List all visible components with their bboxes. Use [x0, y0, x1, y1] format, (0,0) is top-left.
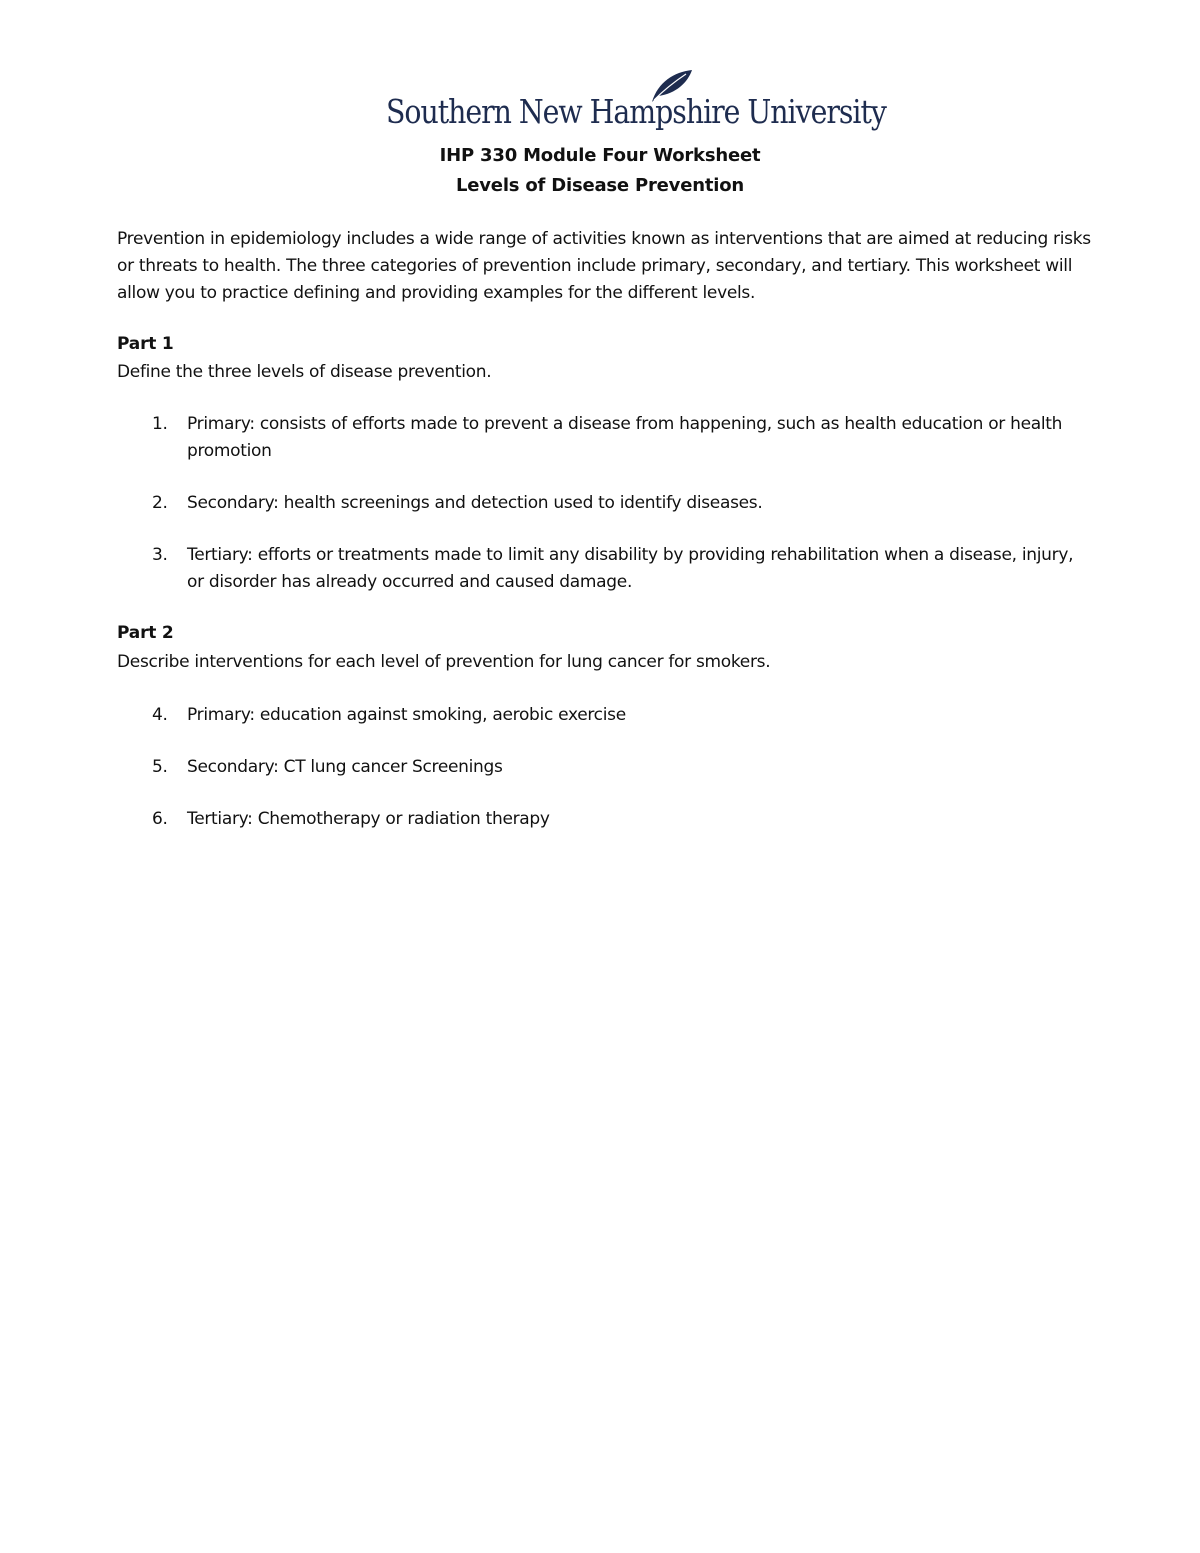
list-item-number: 6.	[152, 809, 168, 829]
list-item-number: 3.	[152, 545, 168, 565]
worksheet-subtitle: Levels of Disease Prevention	[456, 175, 744, 196]
list-item-text: Primary: education against smoking, aerobic exercise	[187, 705, 626, 725]
part2-heading: Part 2	[117, 623, 174, 643]
list-item-text: Secondary: CT lung cancer Screenings	[187, 757, 503, 777]
part1-description: Define the three levels of disease prevention.	[117, 362, 492, 382]
list-item-text: Tertiary: Chemotherapy or radiation therapy	[187, 809, 550, 829]
list-item-text: Tertiary: efforts or treatments made to limit any disability by providing rehabilitation when a disease, injury, or disorder has already occurred and caused damage.	[187, 545, 1074, 592]
list-item-number: 1.	[152, 414, 168, 434]
list-item-text: Primary: consists of efforts made to prevent a disease from happening, such as health education or health promotion	[187, 414, 1063, 461]
logo-wordmark: Southern New Hampshire University	[386, 92, 886, 131]
part2-description: Describe interventions for each level of prevention for lung cancer for smokers.	[117, 652, 771, 672]
intro-paragraph: Prevention in epidemiology includes a wide range of activities known as interventions that are aimed at reducing risks or threats to health. The three categories of prevention include primary, secondary, and tertiary. This worksheet will allow you to practice defining and providing examples for the different levels.	[117, 229, 1091, 303]
list-item-number: 4.	[152, 705, 168, 725]
list-item-text: Secondary: health screenings and detection used to identify diseases.	[187, 493, 763, 513]
list-item-number: 2.	[152, 493, 168, 513]
university-logo	[386, 68, 886, 138]
list-item-number: 5.	[152, 757, 168, 777]
part1-heading: Part 1	[117, 334, 174, 354]
worksheet-title: IHP 330 Module Four Worksheet	[439, 145, 761, 166]
